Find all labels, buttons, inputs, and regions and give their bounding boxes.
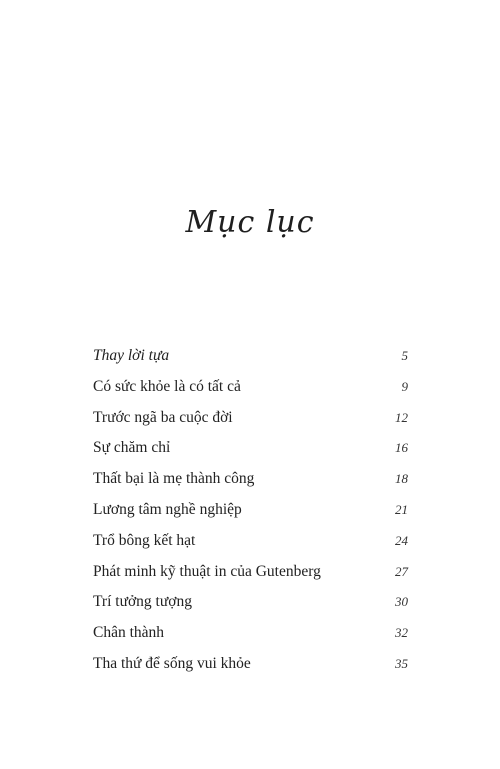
toc-page-number: 16 bbox=[395, 440, 408, 456]
toc-page-number: 9 bbox=[401, 378, 408, 394]
toc-list bbox=[93, 347, 408, 686]
toc-entry-label: Có sức khỏe là có tất cả bbox=[93, 377, 241, 395]
toc-row[interactable] bbox=[93, 439, 408, 470]
toc-page-number: 12 bbox=[395, 409, 408, 425]
toc-entry-label: Trổ bông kết hạt bbox=[93, 531, 196, 549]
toc-row[interactable] bbox=[93, 532, 408, 563]
toc-page-number: 27 bbox=[395, 563, 408, 579]
toc-row[interactable] bbox=[93, 470, 408, 501]
toc-row[interactable] bbox=[93, 501, 408, 532]
toc-entry-label: Lương tâm nghề nghiệp bbox=[93, 500, 242, 518]
toc-title: Mục lục bbox=[185, 205, 315, 240]
toc-row[interactable] bbox=[93, 655, 408, 686]
toc-page-number: 30 bbox=[395, 594, 408, 610]
toc-page-number: 18 bbox=[395, 471, 408, 487]
toc-row[interactable] bbox=[93, 409, 408, 440]
toc-row[interactable] bbox=[93, 624, 408, 655]
toc-entry-label: Thất bại là mẹ thành công bbox=[93, 470, 255, 488]
toc-entry-label: Thay lời tựa bbox=[93, 347, 170, 364]
toc-page-number: 21 bbox=[395, 501, 408, 517]
toc-entry-label: Sự chăm chỉ bbox=[93, 439, 171, 457]
toc-page-number: 32 bbox=[395, 625, 408, 641]
toc-entry-label: Chân thành bbox=[93, 624, 165, 642]
toc-entry-label: Phát minh kỹ thuật in của Gutenberg bbox=[93, 562, 321, 580]
toc-page-number: 24 bbox=[395, 532, 408, 548]
toc-page-number: 5 bbox=[401, 348, 408, 363]
toc-row[interactable] bbox=[93, 593, 408, 624]
toc-entry-label: Trước ngã ba cuộc đời bbox=[93, 408, 233, 426]
toc-row[interactable] bbox=[93, 563, 408, 594]
toc-row[interactable] bbox=[93, 378, 408, 409]
toc-row[interactable] bbox=[93, 347, 408, 378]
toc-page-number: 35 bbox=[395, 655, 408, 671]
toc-entry-label: Tha thứ để sống vui khỏe bbox=[93, 654, 251, 672]
toc-entry-label: Trí tưởng tượng bbox=[93, 593, 192, 611]
